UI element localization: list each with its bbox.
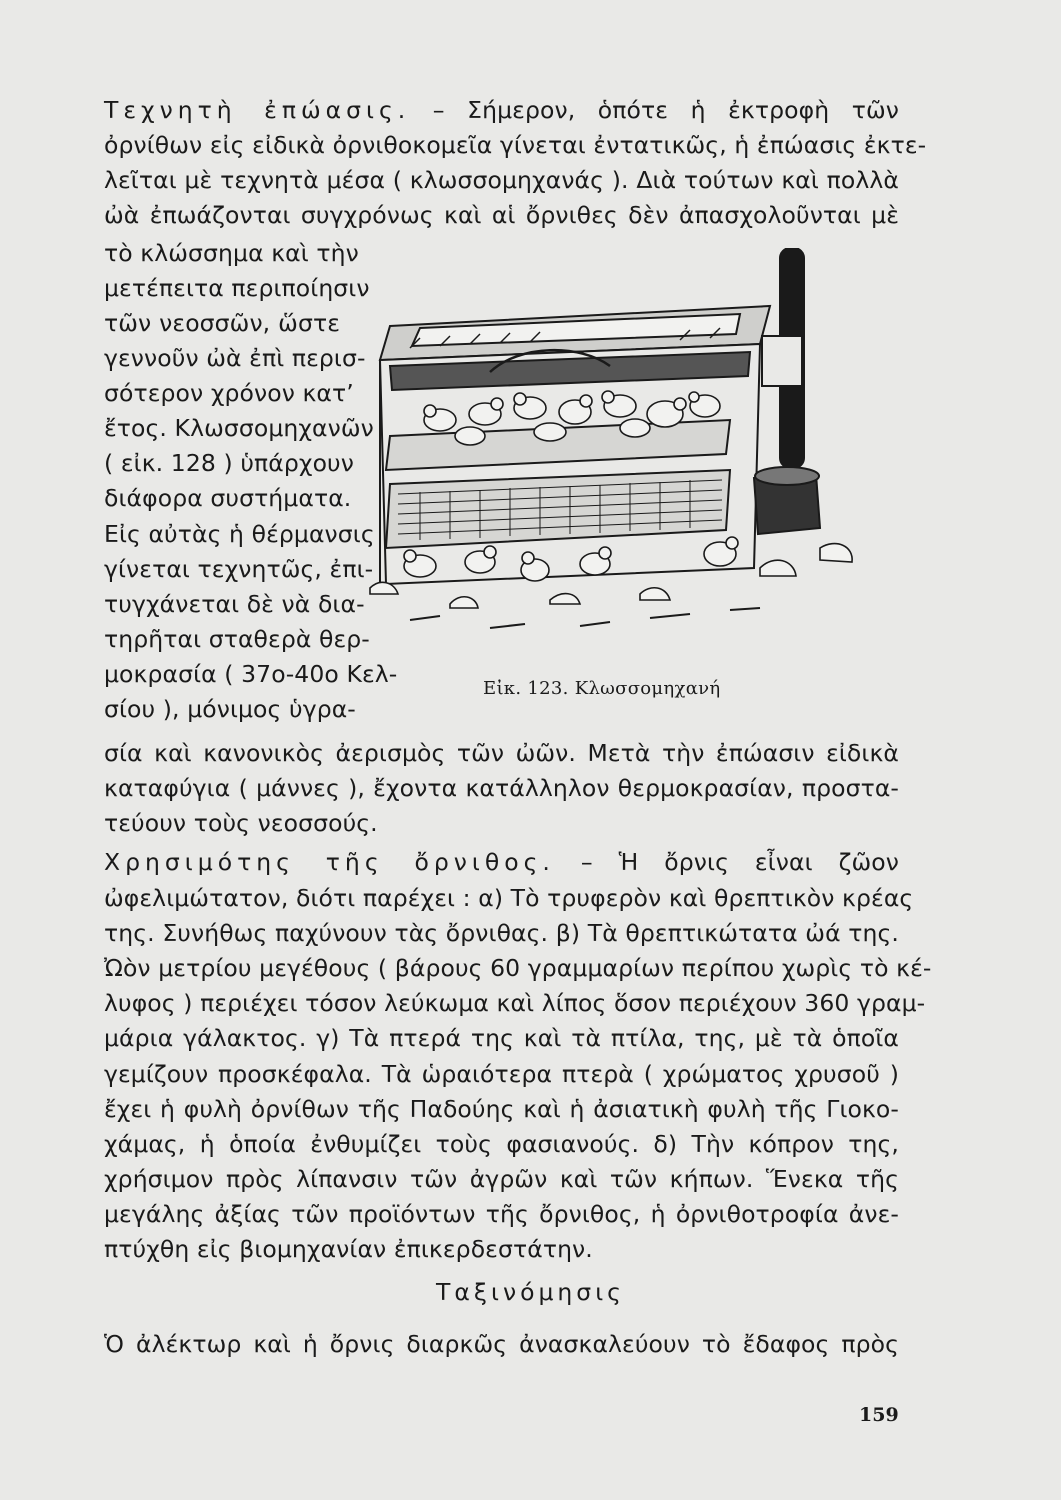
text-line: τῶν νεοσσῶν, ὥστε xyxy=(104,309,340,337)
text-line: γεννοῦν ὠὰ ἐπὶ περισ- xyxy=(104,344,366,372)
text-line: διάφορα συστήματα. xyxy=(104,484,352,512)
text-line: χρήσιμον πρὸς λίπανσιν τῶν ἀγρῶν καὶ τῶν κήπων. Ἕνεκα τῆς xyxy=(104,1165,899,1193)
text-line: μάρια γάλακτος. γ) Τὰ πτερά της καὶ τὰ πτίλα, της, μὲ τὰ ὁποῖα xyxy=(104,1024,899,1052)
section-title: Χρησιμότης τῆς ὄρνιθος. xyxy=(104,848,555,876)
text-line: λυφος ) περιέχει τόσον λεύκωμα καὶ λίπος ὅσον περιέχουν 360 γραμ- xyxy=(104,989,926,1017)
text-line: τυγχάνεται δὲ νὰ δια- xyxy=(104,590,365,618)
text-line: λεῖται μὲ τεχνητὰ μέσα ( κλωσσομηχανάς ). Διὰ τούτων καὶ πολλὰ xyxy=(104,166,899,194)
text-line: σία καὶ κανονικὸς ἀερισμὸς τῶν ὠῶν. Μετὰ τὴν ἐπώασιν εἰδικὰ xyxy=(104,739,899,767)
text-line: μετέπειτα περιποίησιν xyxy=(104,274,370,302)
text-line: μοκρασία ( 37ο-40ο Κελ- xyxy=(104,660,398,688)
text-line: Ὠὸν μετρίου μεγέθους ( βάρους 60 γραμμαρίων περίπου χωρὶς τὸ κέ- xyxy=(104,954,932,982)
text-line: γεμίζουν προσκέφαλα. Τὰ ὡραιότερα πτερὰ ( χρώματος χρυσοῦ ) xyxy=(104,1060,899,1088)
incubator-illustration xyxy=(350,248,910,668)
text-line: τηρῆται σταθερὰ θερ- xyxy=(104,625,370,653)
text-line: Εἰς αὐτὰς ἡ θέρμανσις xyxy=(104,520,375,548)
text-line: ὀρνίθων εἰς εἰδικὰ ὀρνιθοκομεῖα γίνεται ἐντατικῶς, ἡ ἐπώασις ἐκτε- xyxy=(104,131,927,159)
text-line: πτύχθη εἰς βιομηχανίαν ἐπικερδεστάτην. xyxy=(104,1235,593,1263)
text-line: ὠφελιμώτατον, διότι παρέχει : α) Τὸ τρυφερὸν καὶ θρεπτικὸν κρέας xyxy=(104,884,914,912)
text-line: Τεχνητὴ ἐπώασις. – Σήμερον, ὁπότε ἡ ἐκτροφὴ τῶν xyxy=(104,96,900,124)
text-line: σότερον χρόνον κατ’ xyxy=(104,379,354,407)
text-line: ἔτος. Κλωσσομηχανῶν xyxy=(104,414,374,442)
text-line: τὸ κλώσσημα καὶ τὴν xyxy=(104,239,359,267)
figure-caption: Εἰκ. 123. Κλωσσομηχανή xyxy=(483,678,721,699)
text-line: τεύουν τοὺς νεοσσούς. xyxy=(104,809,378,837)
section-title: Τεχνητὴ ἐπώασις. xyxy=(104,96,411,124)
text-line: ἔχει ἡ φυλὴ ὀρνίθων τῆς Παδούης καὶ ἡ ἀσιατικὴ φυλὴ τῆς Γιοκο- xyxy=(104,1095,899,1123)
subheading: Ταξινόμησις xyxy=(436,1278,625,1306)
text-line: ὠὰ ἐπωάζονται συγχρόνως καὶ αἱ ὄρνιθες δὲν ἀπασχολοῦνται μὲ xyxy=(104,201,899,229)
text-line: σίου ), μόνιμος ὑγρα- xyxy=(104,695,356,723)
text-line: της. Συνήθως παχύνουν τὰς ὄρνιθας. β) Τὰ θρεπτικώτατα ὠά της. xyxy=(104,919,899,947)
text-line: Ὁ ἀλέκτωρ καὶ ἡ ὄρνις διαρκῶς ἀνασκαλεύουν τὸ ἔδαφος πρὸς xyxy=(104,1330,899,1358)
text-line: γίνεται τεχνητῶς, ἐπι- xyxy=(104,555,374,583)
text-line: μεγάλης ἀξίας τῶν προϊόντων τῆς ὄρνιθος, ἡ ὀρνιθοτροφία ἀνε- xyxy=(104,1200,899,1228)
text-line: χάμας, ἡ ὁποία ἐνθυμίζει τοὺς φασιανούς. δ) Τὴν κόπρον της, xyxy=(104,1130,899,1158)
page-number: 159 xyxy=(859,1404,899,1426)
text-line: ( εἰκ. 128 ) ὑπάρχουν xyxy=(104,449,354,477)
text-line: καταφύγια ( μάννες ), ἔχοντα κατάλληλον θερμοκρασίαν, προστα- xyxy=(104,774,899,802)
text-line: Χρησιμότης τῆς ὄρνιθος. – Ἡ ὄρνις εἶναι ζῶον xyxy=(104,848,899,876)
